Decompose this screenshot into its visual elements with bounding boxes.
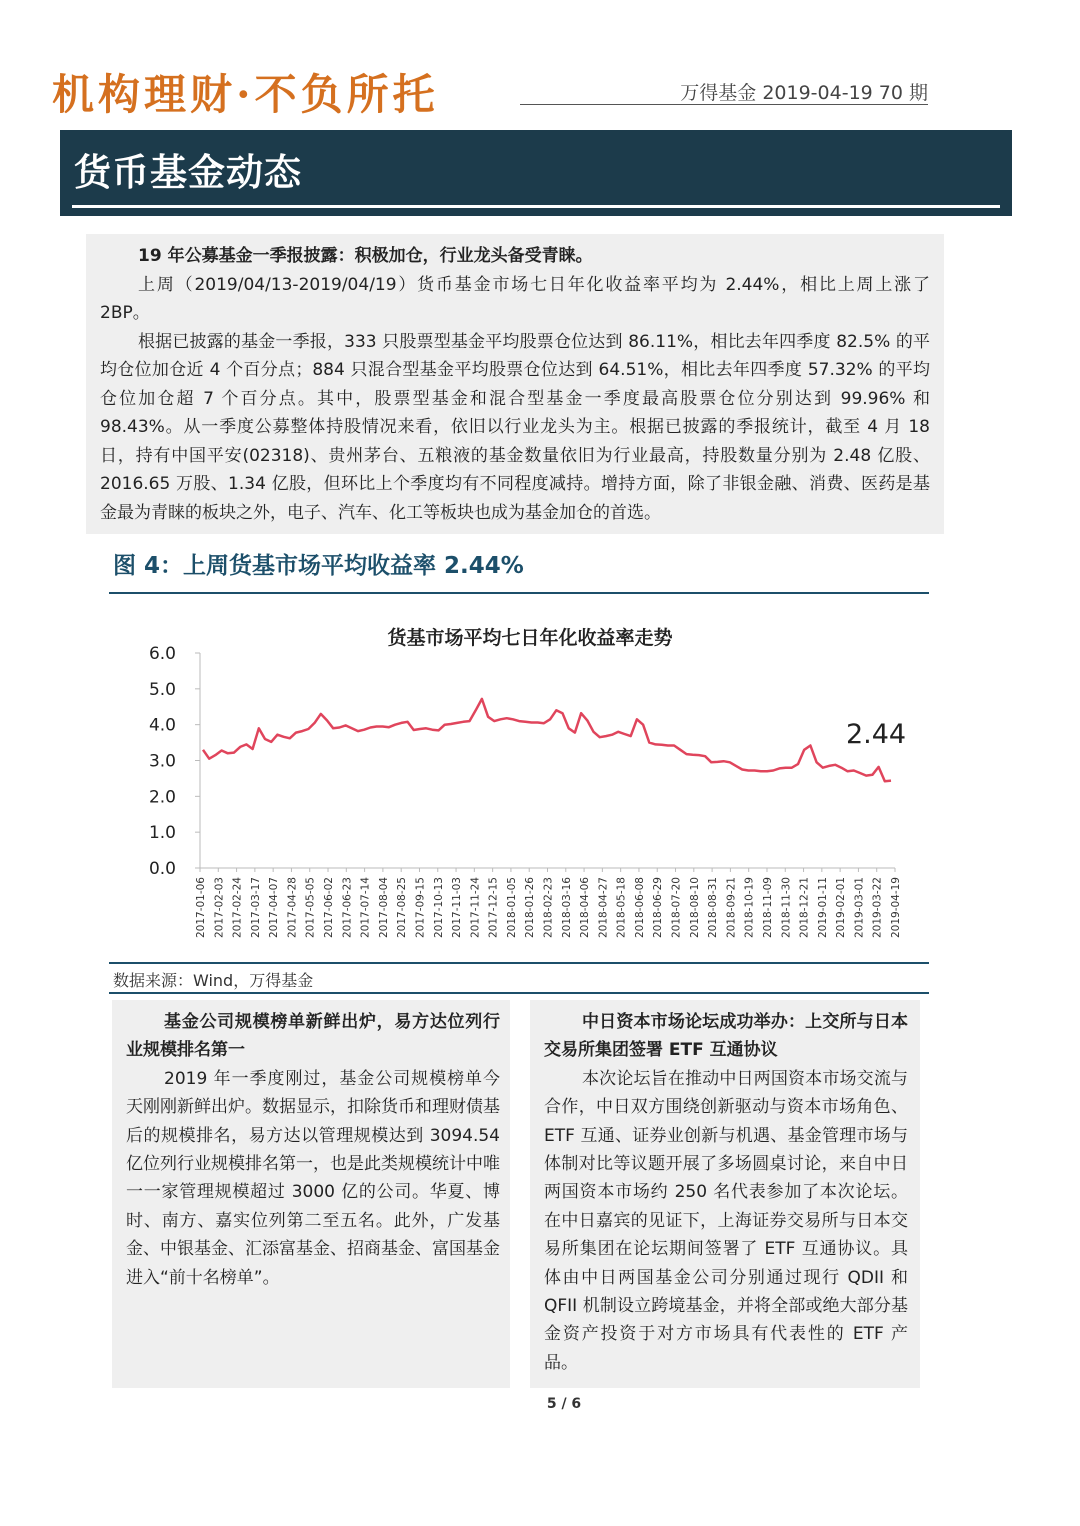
- x-tick-label: 2017-05-05: [304, 877, 317, 939]
- left-article: [112, 1000, 510, 1388]
- x-tick-label: 2017-08-04: [377, 877, 390, 939]
- figure-rule-top: [109, 592, 929, 594]
- x-tick-label: 2017-06-02: [323, 877, 336, 939]
- x-tick-label: 2018-06-08: [633, 877, 646, 939]
- x-tick-label: 2018-08-31: [707, 877, 720, 939]
- latest-value-label: 2.44: [845, 719, 907, 750]
- x-tick-label: 2017-09-15: [414, 877, 427, 939]
- x-tick-label: 2018-07-20: [670, 877, 683, 939]
- left-article-title: 基金公司规模榜单新鲜出炉，易方达位列行业规模排名第一: [126, 1012, 500, 1061]
- x-tick-label: 2018-06-29: [652, 877, 665, 939]
- x-tick-label: 2017-08-25: [396, 877, 409, 939]
- x-tick-label: 2018-04-27: [597, 877, 610, 939]
- right-article: [530, 1000, 920, 1388]
- y-tick-label: 0.0: [148, 859, 176, 879]
- x-tick-label: 2018-02-23: [542, 877, 555, 939]
- x-tick-label: 2017-11-24: [469, 877, 482, 939]
- x-tick-label: 2018-11-09: [761, 877, 774, 939]
- x-tick-label: 2017-02-03: [213, 877, 226, 939]
- section-rule: [72, 205, 1000, 208]
- lead-article-paragraph: 根据已披露的基金一季报，333 只股票型基金平均股票仓位达到 86.11%，相比去年四季度 82.5% 的平均仓位加仓近 4 个百分点；884 只混合型基金平均股票仓位达到 64.51%，相比去年四季度 57.32% 的平均仓位加仓超 7 个百分点。其中，股票型基金和混合型基金一季度最高股票仓位分别达到 99.96% 和 98.43%。从一季度公募整体持股情况来看，依旧以行业龙头为主。根据已披露的季报统计，截至 4 月 18 日，持有中国平安(02318)、贵州茅台、五粮液的基金数量依旧为行业最高，持股数量分别为 2.48 亿股、2016.65 万股、1.34 亿股，但环比上个季度均有不同程度减持。增持方面，除了非银金融、消费、医药是基金最为青睐的板块之外，电子、汽车、化工等板块也成为基金加仓的首选。: [100, 331, 930, 523]
- x-tick-label: 2018-09-21: [725, 877, 738, 939]
- x-axis: [195, 868, 902, 938]
- brand-slogan: 机构理财·不负所托: [52, 70, 439, 119]
- x-tick-label: 2017-10-13: [432, 877, 445, 939]
- x-tick-label: 2018-03-16: [560, 877, 573, 939]
- x-tick-label: 2018-12-21: [798, 877, 811, 939]
- x-tick-label: 2018-01-26: [524, 877, 537, 939]
- right-article-body: 本次论坛旨在推动中日两国资本市场交流与合作，中日双方围绕创新驱动与资本市场角色、ETF 互通、证券业创新与机遇、基金管理市场与体制对比等议题开展了多场圆桌讨论，来自中日两国资本市场约 250 名代表参加了本次论坛。在中日嘉宾的见证下，上海证券交易所与日本交易所集团在论坛期间签署了 ETF 互通协议。具体由中日两国基金公司分别通过现行 QDII 和 QFII 机制设立跨境基金，并将全部或绝大部分基金资产投资于对方市场具有代表性的 ETF 产品。: [544, 1068, 908, 1373]
- x-tick-label: 2017-12-15: [487, 877, 500, 939]
- chart-title: 货基市场平均七日年化收益率走势: [387, 627, 673, 649]
- x-tick-label: 2018-01-05: [505, 877, 518, 939]
- y-tick-label: 1.0: [148, 823, 176, 844]
- x-tick-label: 2018-08-10: [688, 877, 701, 939]
- x-tick-label: 2019-03-22: [871, 877, 884, 939]
- x-tick-label: 2018-05-18: [615, 877, 628, 939]
- lead-article-title: 19 年公募基金一季报披露：积极加仓，行业龙头备受青睐。: [138, 246, 593, 266]
- x-tick-label: 2019-04-19: [890, 877, 902, 939]
- y-tick-label: 5.0: [148, 679, 176, 700]
- x-tick-label: 2017-01-06: [195, 877, 207, 939]
- series-line: [203, 699, 891, 781]
- y-tick-label: 2.0: [148, 787, 176, 808]
- y-tick-label: 3.0: [148, 751, 176, 772]
- page-number: 5 / 6: [546, 1396, 582, 1412]
- lead-article-paragraph: 上周（2019/04/13-2019/04/19）货币基金市场七日年化收益率平均为 2.44%，相比上周上涨了 2BP。: [100, 274, 930, 323]
- figure-rule-bottom: [109, 962, 929, 964]
- x-tick-label: 2018-10-19: [743, 877, 756, 939]
- x-tick-label: 2019-03-01: [853, 877, 866, 939]
- x-tick-label: 2017-06-23: [341, 877, 354, 939]
- x-tick-label: 2018-11-30: [780, 877, 793, 939]
- issue-info: 万得基金 2019-04-19 70 期: [680, 82, 928, 104]
- x-tick-label: 2017-04-28: [286, 877, 299, 939]
- x-tick-label: 2019-02-01: [835, 877, 848, 939]
- x-tick-label: 2019-01-11: [816, 877, 829, 939]
- y-tick-label: 6.0: [148, 644, 176, 664]
- x-tick-label: 2017-04-07: [268, 877, 281, 939]
- y-tick-label: 4.0: [148, 715, 176, 736]
- figure-rule-bottom-2: [109, 992, 929, 994]
- section-title: 货币基金动态: [74, 151, 302, 194]
- x-tick-label: 2017-07-14: [359, 877, 372, 939]
- x-tick-label: 2017-11-03: [451, 877, 464, 939]
- yield-trend-chart: [109, 600, 929, 960]
- x-tick-label: 2017-03-17: [249, 877, 262, 939]
- right-article-title: 中日资本市场论坛成功举办：上交所与日本交易所集团签署 ETF 互通协议: [544, 1012, 908, 1061]
- lead-article: [86, 234, 944, 534]
- left-article-body: 2019 年一季度刚过，基金公司规模榜单今天刚刚新鲜出炉。数据显示，扣除货币和理财债基后的规模排名，易方达以管理规模达到 3094.54 亿位列行业规模排名第一，也是此类规模统计中唯一一家管理规模超过 3000 亿的公司。华夏、博时、南方、嘉实位列第二至五名。此外，广发基金、中银基金、汇添富基金、招商基金、富国基金进入“前十名榜单”。: [126, 1068, 500, 1288]
- x-tick-label: 2017-02-24: [231, 877, 244, 939]
- x-tick-label: 2018-04-06: [579, 877, 592, 939]
- y-axis: [149, 644, 200, 879]
- figure-source: 数据来源：Wind，万得基金: [113, 971, 314, 990]
- figure-caption: 图 4：上周货基市场平均收益率 2.44%: [113, 553, 524, 579]
